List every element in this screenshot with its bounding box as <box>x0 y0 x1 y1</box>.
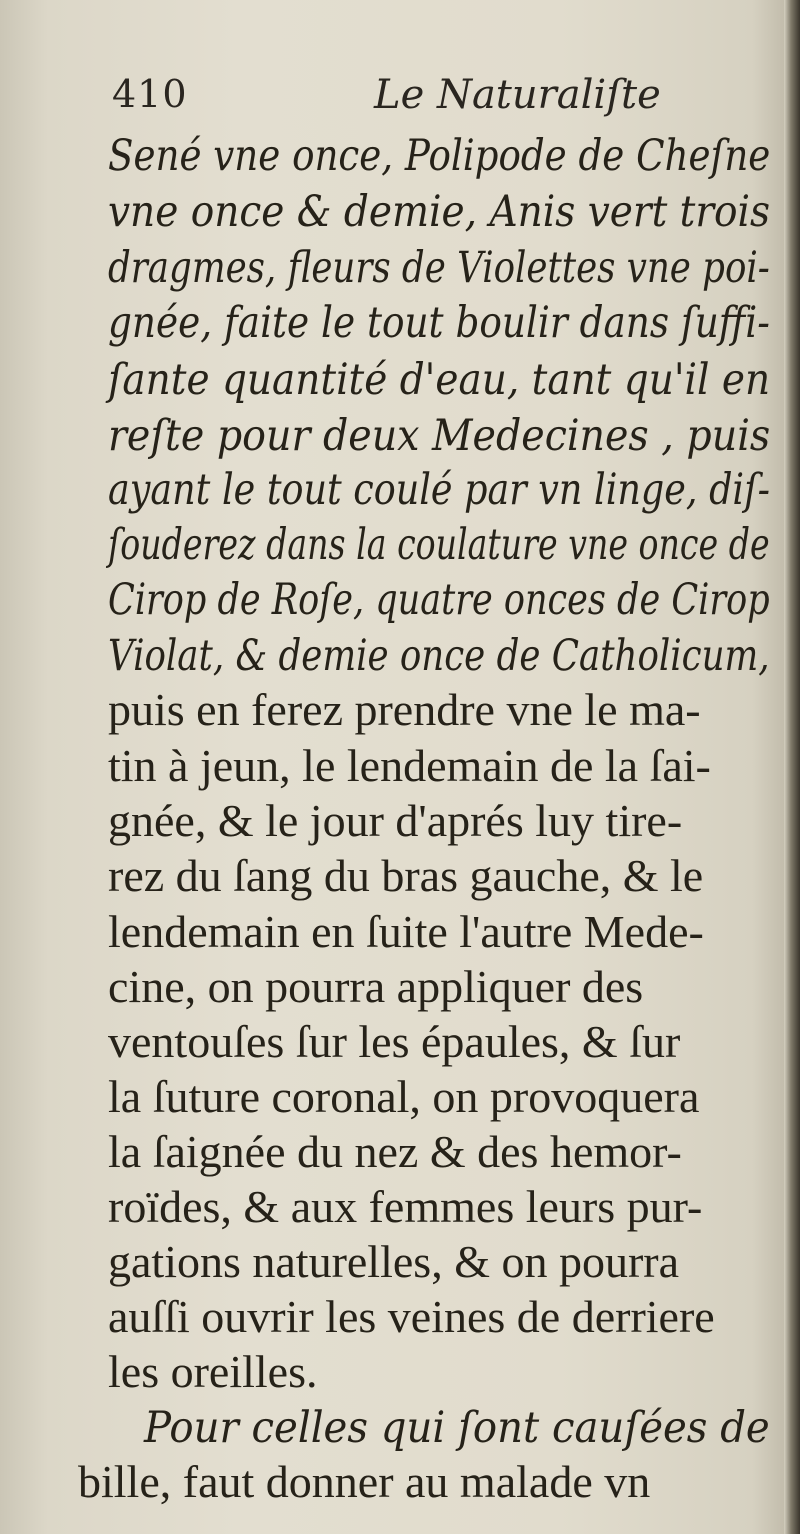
text-line: ayant le tout coulé par vn linge, diſ- <box>108 465 770 515</box>
page-edge <box>784 0 800 1534</box>
text-line: dragmes, fleurs de Violettes vne poi- <box>108 243 770 293</box>
text-line: lendemain en ſuite l'autre Mede- <box>108 906 704 957</box>
text-line: auſſi ouvrir les veines de derriere <box>108 1291 715 1342</box>
text-line: cine, on pourra appliquer des <box>108 961 644 1012</box>
text-line: puis en ferez prendre vne le ma- <box>108 684 701 735</box>
text-line: Sené vne once, Polipode de Cheſne <box>108 131 771 181</box>
text-line: bille, faut donner au malade vn <box>78 1456 651 1507</box>
running-title: Le Naturaliſte <box>374 72 661 118</box>
text-line: vne once & demie, Anis vert trois <box>108 187 771 237</box>
text-line: ventouſes ſur les épaules, & ſur <box>108 1016 681 1067</box>
text-line: la ſaignée du nez & des hemor- <box>108 1126 682 1177</box>
text-line: gnée, & le jour d'aprés luy tire- <box>108 795 683 846</box>
text-line: la ſuture coronal, on provoquera <box>108 1071 700 1122</box>
text-line: les oreilles. <box>108 1346 318 1397</box>
text-line: ſante quantité d'eau, tant qu'il en <box>108 355 771 405</box>
text-line: rez du ſang du bras gauche, & le <box>108 850 704 901</box>
text-line: reſte pour deux Medecines , puis <box>108 411 771 461</box>
text-line: Violat, & demie once de Catholicum, <box>108 631 770 681</box>
text-line: Pour celles qui ſont cauſées de <box>144 1403 770 1453</box>
text-line: gations naturelles, & on pourra <box>108 1236 680 1287</box>
text-line: tin à jeun, le lendemain de la ſai- <box>108 740 711 791</box>
text-line: Cirop de Roſe, quatre onces de Cirop <box>108 575 770 625</box>
text-line: roïdes, & aux femmes leurs pur- <box>108 1181 703 1232</box>
page-header <box>112 72 792 132</box>
text-line: ſouderez dans la coulature vne once de <box>108 520 770 570</box>
page-number: 410 <box>112 72 188 116</box>
text-line: gnée, faite le tout boulir dans ſuffi- <box>108 298 770 348</box>
